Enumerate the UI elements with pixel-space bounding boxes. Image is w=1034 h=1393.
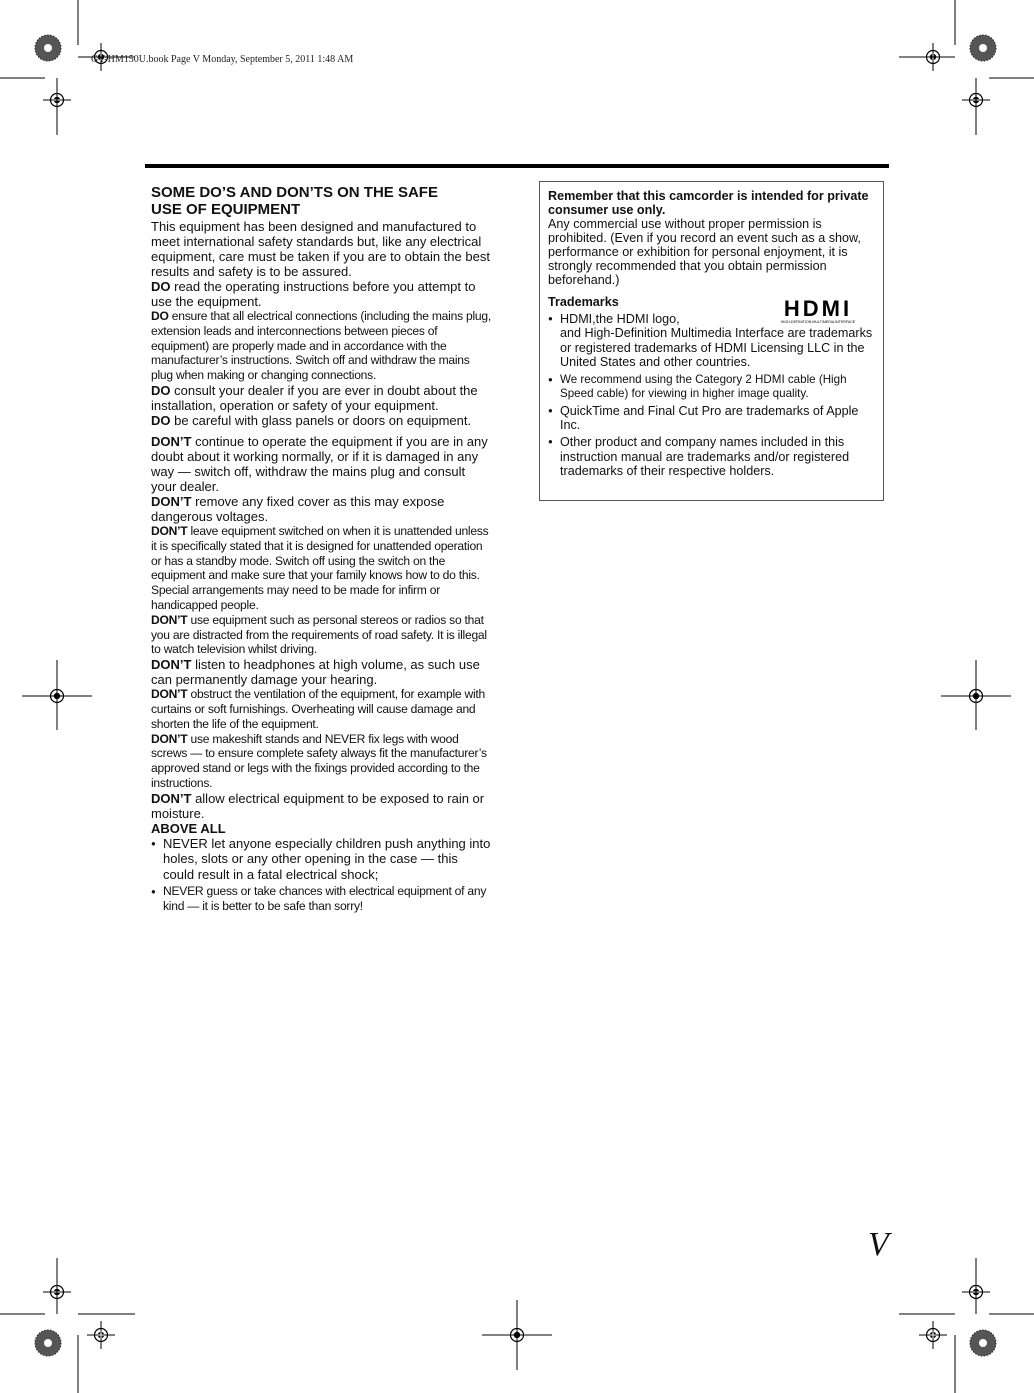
trademark-text: HDMI,the HDMI logo, <box>560 312 680 326</box>
trademarks-heading: Trademarks <box>548 295 619 309</box>
safety-item-text: allow electrical equipment to be exposed to rain or moisture. <box>151 790 485 821</box>
notice-box <box>539 181 884 501</box>
safety-item-text: listen to headphones at high volume, as such use can permanently damage your hearing. <box>151 657 480 688</box>
above-all-item: ● NEVER guess or take chances with electrical equipment of any kind — it is better to be safe than sorry! <box>151 884 491 914</box>
safety-item-text: use makeshift stands and NEVER fix legs with wood screws — to ensure complete safety always fit the manufacturer’s approved stand or legs with the fixings provided according to the instructions. <box>151 731 487 790</box>
safety-item-lead: DON’T <box>151 731 188 746</box>
safety-item <box>151 309 491 383</box>
safety-item <box>151 732 491 791</box>
safety-item-lead: DO <box>151 412 171 428</box>
safety-item-text: continue to operate the equipment if you are in any doubt about it working normally, or if it is damaged in any way — switch off, withdraw the mains plug and consult your dealer. <box>151 433 488 494</box>
notice-heading: Remember that this camcorder is intended for private consumer use only. <box>548 189 869 217</box>
safety-item-text: ensure that all electrical connections (including the mains plug, extension leads and interconnections between pieces of equipment) are properly made and in accordance with the manufacturer’s instructions. Switch off and withdraw the mains plug when making or changing connections. <box>151 309 491 383</box>
trademark-item <box>548 373 880 401</box>
safety-item-text: obstruct the ventilation of the equipment, for example with curtains or soft furnishings. Overheating will cause damage and shorten the life of the equipment. <box>151 687 485 731</box>
trademark-text: We recommend using the Category 2 HDMI cable (High Speed cable) for viewing in higher image quality. <box>560 372 847 400</box>
safety-item <box>151 434 491 494</box>
safety-item-lead: DON’T <box>151 612 188 627</box>
safety-item <box>151 494 491 524</box>
safety-item-text: be careful with glass panels or doors on equipment. <box>170 412 472 428</box>
safety-items <box>151 279 491 821</box>
print-header: GY-HM150U.book Page V Monday, September 5, 2011 1:48 AM <box>91 54 354 65</box>
safety-item-text: use equipment such as personal stereos or radios so that you are distracted from the requirements of road safety. It is illegal to watch television whilst driving. <box>151 612 487 657</box>
safety-item <box>151 413 491 428</box>
safety-item-text: read the operating instructions before you attempt to use the equipment. <box>151 279 476 309</box>
safety-item-text: leave equipment switched on when it is unattended unless it is specifically stated that it is designed for unattended operation or has a standby mode. Switch off using the switch on the equipment and make sure that your family knows how to do this. Special arrangements may need to be made for infirm or handicapped people. <box>151 523 489 612</box>
safety-item-lead: DO <box>151 382 171 398</box>
trademark-item <box>548 435 880 478</box>
safety-item <box>151 657 491 687</box>
trademark-text: QuickTime and Final Cut Pro are trademarks of Apple Inc. <box>560 403 859 433</box>
safety-item <box>151 524 491 613</box>
intro-text: This equipment has been designed and manufactured to meet international safety standards but, like any electrical equipment, care must be taken if you are to obtain the best results and safety is to be assured. <box>151 219 490 279</box>
trademark-text: Other product and company names included in this instruction manual are trademarks and/or registered trademarks of their respective holders. <box>560 435 850 479</box>
trademarks-list <box>548 312 880 479</box>
safety-item-lead: DO <box>151 279 171 294</box>
trademark-item <box>548 404 880 433</box>
section-title: SOME DO’S AND DON’TS ON THE SAFE USE OF EQUIPMENT <box>151 184 438 218</box>
above-all-list <box>151 836 491 915</box>
trademark-text-cont: and High-Definition Multimedia Interface are trademarks or registered trademarks of HDMI Licensing LLC in the United States and other countries. <box>560 326 873 370</box>
safety-item-text: consult your dealer if you are ever in doubt about the installation, operation or safety of your equipment. <box>151 382 478 413</box>
safety-item-lead: DON’T <box>151 523 188 538</box>
safety-item <box>151 687 491 731</box>
hdmi-logo <box>766 297 872 325</box>
safety-item-lead: DON’T <box>151 433 192 449</box>
top-rule <box>145 164 889 168</box>
safety-section <box>151 184 491 916</box>
above-all-item: ● NEVER let anyone especially children push anything into holes, slots or any other opening in the case — this could result in a fatal electrical shock; <box>151 836 491 883</box>
safety-item <box>151 279 491 309</box>
safety-item <box>151 613 491 657</box>
hdmi-logo-subtitle: HIGH-DEFINITION MULTIMEDIA INTERFACE <box>780 320 856 324</box>
safety-item <box>151 791 491 821</box>
hdmi-logo-text: HDMI <box>783 297 853 321</box>
notice-body: Any commercial use without proper permission is prohibited. (Even if you record an event such as a show, performance or exhibition for personal enjoyment, it is strongly recommended that you obtain permission beforehand.) <box>548 217 861 287</box>
safety-item <box>151 383 491 413</box>
above-all-heading: ABOVE ALL <box>151 820 226 836</box>
page-number: V <box>868 1226 889 1263</box>
safety-item-lead: DON’T <box>151 657 192 673</box>
safety-item-text: remove any fixed cover as this may expose dangerous voltages. <box>151 493 445 524</box>
safety-item-lead: DON’T <box>151 790 192 806</box>
safety-item-lead: DON’T <box>151 687 188 702</box>
safety-item-lead: DO <box>151 309 169 323</box>
safety-item-lead: DON’T <box>151 493 192 509</box>
